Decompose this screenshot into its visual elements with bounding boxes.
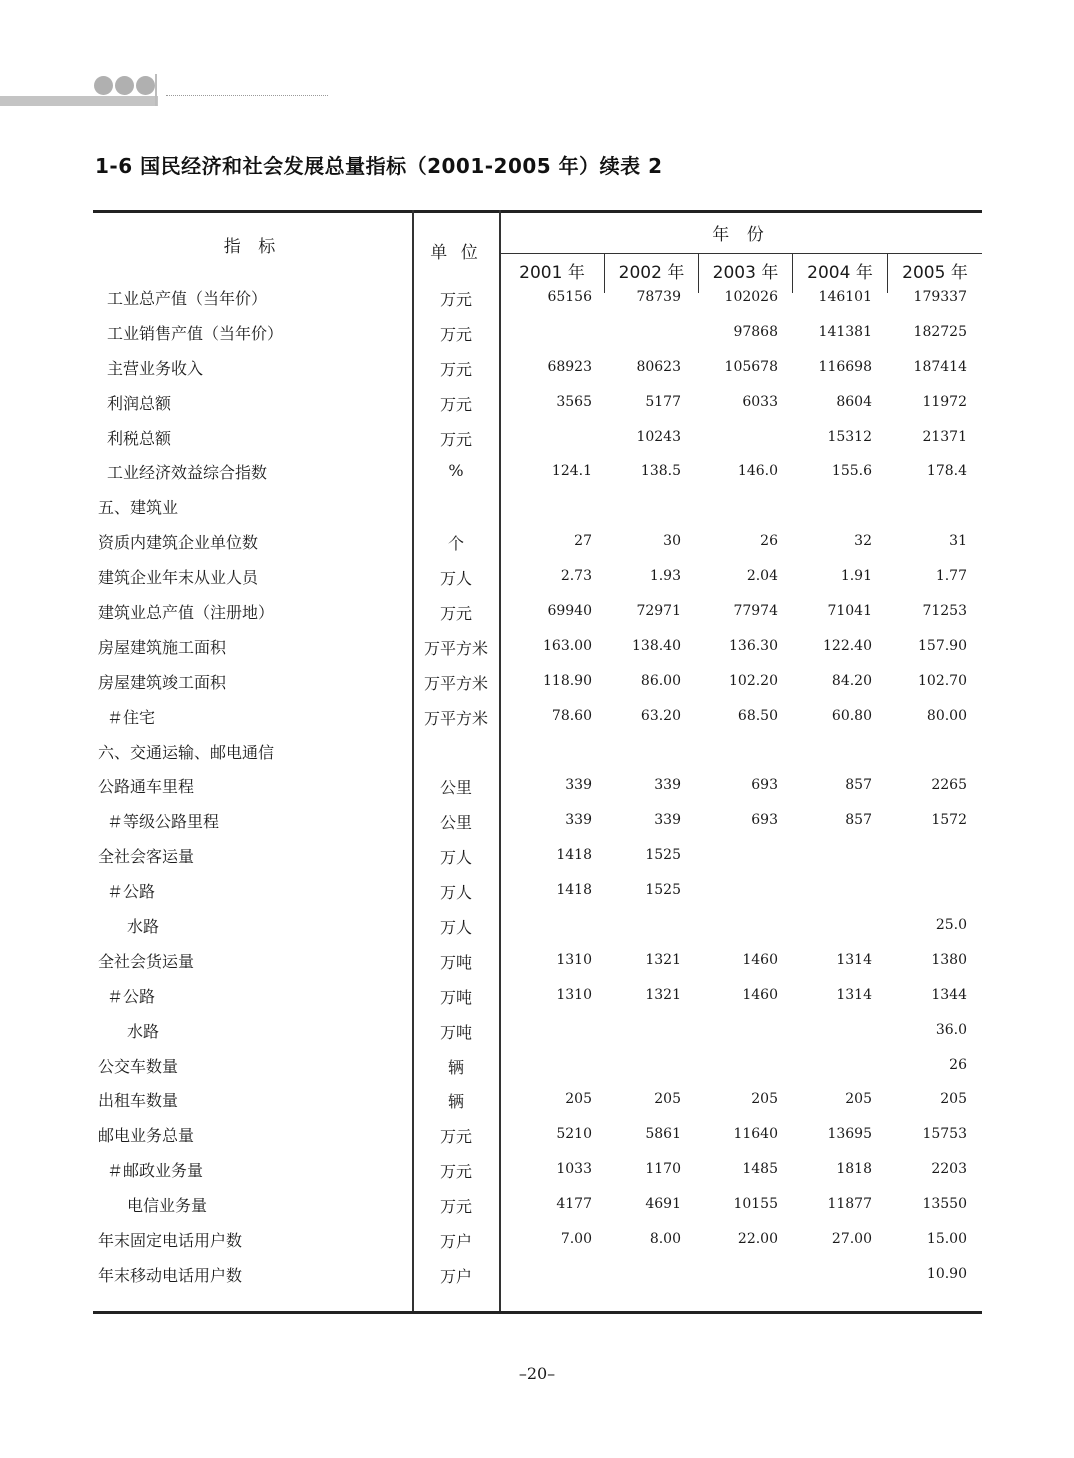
row-value: 1321 bbox=[645, 986, 681, 1003]
row-indicator: 水路 bbox=[127, 917, 160, 937]
row-value: 80623 bbox=[636, 358, 681, 375]
row-unit: 万元 bbox=[439, 1127, 472, 1147]
table-row bbox=[93, 1260, 982, 1295]
row-value: 71253 bbox=[922, 603, 967, 620]
row-value: 4691 bbox=[645, 1196, 681, 1213]
row-value: 5177 bbox=[645, 393, 681, 410]
table-row bbox=[93, 841, 982, 876]
row-unit: 万吨 bbox=[439, 987, 472, 1007]
header-year-2005: 2005 年 bbox=[902, 263, 968, 283]
row-value: 6033 bbox=[742, 393, 778, 410]
row-value: 13550 bbox=[922, 1196, 967, 1213]
row-value: 4177 bbox=[556, 1196, 592, 1213]
row-value: 205 bbox=[940, 1091, 967, 1108]
table-row bbox=[93, 876, 982, 911]
row-indicator: 出租车数量 bbox=[98, 1091, 179, 1111]
row-indicator: 利税总额 bbox=[107, 428, 172, 448]
header-dotted-line bbox=[166, 95, 328, 96]
header-year-2003: 2003 年 bbox=[712, 263, 779, 283]
row-indicator: 全社会货运量 bbox=[98, 951, 195, 971]
row-value: 155.6 bbox=[831, 463, 872, 480]
row-value: 10243 bbox=[636, 428, 681, 445]
row-value: 36.0 bbox=[935, 1021, 967, 1038]
row-value: 693 bbox=[751, 812, 778, 829]
row-unit: 万人 bbox=[439, 883, 472, 903]
row-value: 8.00 bbox=[649, 1231, 681, 1248]
row-value: 187414 bbox=[913, 358, 967, 375]
row-indicator: 建筑业总产值（注册地） bbox=[98, 603, 275, 623]
row-indicator: ＃公路 bbox=[107, 882, 156, 902]
header-dots-decoration bbox=[94, 76, 155, 95]
row-unit: 万平方米 bbox=[423, 673, 488, 693]
table-row bbox=[93, 667, 982, 702]
row-value: 1.93 bbox=[649, 568, 681, 585]
table-row bbox=[93, 562, 982, 597]
row-value: 205 bbox=[654, 1091, 681, 1108]
row-value: 141381 bbox=[818, 323, 872, 340]
row-value: 339 bbox=[654, 812, 681, 829]
table-row bbox=[93, 981, 982, 1016]
page-number: –20– bbox=[518, 1364, 556, 1383]
year-header-rule bbox=[500, 253, 982, 254]
row-indicator: 电信业务量 bbox=[127, 1196, 208, 1216]
row-value: 1170 bbox=[645, 1161, 681, 1178]
table-row bbox=[93, 946, 982, 981]
table-title: 1-6 国民经济和社会发展总量指标（2001-2005 年）续表 2 bbox=[95, 154, 663, 178]
row-value: 1344 bbox=[931, 986, 967, 1003]
row-indicator: 年末固定电话用户数 bbox=[98, 1231, 243, 1251]
row-value: 86.00 bbox=[640, 672, 681, 689]
row-value: 339 bbox=[654, 777, 681, 794]
table-row bbox=[93, 632, 982, 667]
row-unit: 万元 bbox=[439, 394, 472, 414]
row-value: 5210 bbox=[556, 1126, 592, 1143]
row-indicator: 邮电业务总量 bbox=[98, 1126, 195, 1146]
row-value: 10.90 bbox=[926, 1265, 967, 1282]
row-value: 68923 bbox=[547, 358, 592, 375]
row-value: 116698 bbox=[818, 358, 872, 375]
row-value: 31 bbox=[949, 533, 967, 550]
row-value: 146101 bbox=[818, 289, 872, 305]
row-indicator: 年末移动电话用户数 bbox=[98, 1265, 243, 1285]
row-value: 1460 bbox=[742, 986, 778, 1003]
row-value: 178.4 bbox=[926, 463, 967, 480]
row-indicator: 工业总产值（当年价） bbox=[107, 289, 268, 308]
header-year-2001: 2001 年 bbox=[519, 263, 585, 283]
row-value: 1418 bbox=[556, 847, 592, 864]
row-value: 77974 bbox=[733, 603, 778, 620]
row-value: 179337 bbox=[913, 289, 967, 305]
row-unit: 万户 bbox=[439, 1266, 472, 1286]
row-value: 102.20 bbox=[729, 672, 778, 689]
row-value: 693 bbox=[751, 777, 778, 794]
row-value: 157.90 bbox=[918, 637, 967, 654]
row-value: 97868 bbox=[733, 323, 778, 340]
row-value: 22.00 bbox=[737, 1231, 778, 1248]
table-row bbox=[93, 353, 982, 388]
row-value: 1321 bbox=[645, 951, 681, 968]
row-value: 1314 bbox=[836, 986, 872, 1003]
row-unit: 万平方米 bbox=[423, 638, 488, 658]
row-value: 2265 bbox=[931, 777, 967, 794]
row-value: 25.0 bbox=[935, 917, 967, 934]
row-unit: 万户 bbox=[439, 1232, 472, 1252]
row-value: 1.91 bbox=[840, 568, 872, 585]
row-value: 21371 bbox=[922, 428, 967, 445]
row-value: 2.04 bbox=[746, 568, 778, 585]
row-value: 138.5 bbox=[640, 463, 681, 480]
row-value: 63.20 bbox=[640, 707, 681, 724]
table-row bbox=[93, 1051, 982, 1086]
header-dot bbox=[136, 76, 155, 95]
row-indicator: 利润总额 bbox=[107, 393, 172, 413]
row-value: 72971 bbox=[636, 603, 681, 620]
table-row bbox=[93, 1190, 982, 1225]
row-unit: 辆 bbox=[447, 1057, 464, 1077]
table-row bbox=[93, 1085, 982, 1120]
row-value: 857 bbox=[845, 812, 872, 829]
row-unit: 万元 bbox=[439, 604, 472, 624]
header-dot bbox=[94, 76, 113, 95]
row-indicator: 六、交通运输、邮电通信 bbox=[98, 742, 275, 762]
table-row bbox=[93, 771, 982, 806]
row-unit: 个 bbox=[447, 534, 464, 554]
table-top-rule bbox=[93, 210, 982, 213]
row-indicator: 公交车数量 bbox=[98, 1056, 179, 1076]
row-value: 122.40 bbox=[823, 637, 872, 654]
row-unit: 万元 bbox=[439, 359, 472, 379]
header-divider bbox=[155, 74, 157, 106]
table-row bbox=[93, 1016, 982, 1051]
row-value: 1572 bbox=[931, 812, 967, 829]
row-value: 60.80 bbox=[831, 707, 872, 724]
row-value: 1310 bbox=[556, 986, 592, 1003]
header-dot bbox=[115, 76, 134, 95]
row-unit: 万平方米 bbox=[423, 708, 488, 728]
row-value: 1314 bbox=[836, 951, 872, 968]
row-value: 205 bbox=[845, 1091, 872, 1108]
row-value: 1033 bbox=[556, 1161, 592, 1178]
row-unit: 万人 bbox=[439, 918, 472, 938]
indicator-table bbox=[93, 210, 982, 1314]
row-value: 7.00 bbox=[560, 1231, 592, 1248]
row-unit: 公里 bbox=[439, 813, 472, 833]
row-value: 30 bbox=[663, 533, 681, 550]
row-value: 102.70 bbox=[918, 672, 967, 689]
row-indicator: 主营业务收入 bbox=[107, 358, 204, 378]
row-value: 1818 bbox=[836, 1161, 872, 1178]
row-value: 182725 bbox=[913, 323, 967, 340]
row-value: 15312 bbox=[827, 428, 872, 445]
row-value: 32 bbox=[854, 533, 872, 550]
table-row bbox=[93, 1225, 982, 1260]
row-value: 146.0 bbox=[737, 463, 778, 480]
row-value: 1460 bbox=[742, 951, 778, 968]
row-value: 1418 bbox=[556, 882, 592, 899]
row-value: 118.90 bbox=[543, 672, 592, 689]
row-value: 124.1 bbox=[551, 463, 592, 480]
table-row bbox=[93, 388, 982, 423]
row-unit: 公里 bbox=[439, 778, 472, 798]
row-value: 15.00 bbox=[926, 1231, 967, 1248]
row-indicator: 全社会客运量 bbox=[98, 847, 195, 867]
row-value: 11877 bbox=[827, 1196, 872, 1213]
row-unit: 万人 bbox=[439, 848, 472, 868]
row-unit: 万元 bbox=[439, 429, 472, 449]
table-row bbox=[93, 911, 982, 946]
row-value: 65156 bbox=[547, 289, 592, 305]
row-indicator: 工业经济效益综合指数 bbox=[107, 463, 268, 483]
table-bottom-rule bbox=[93, 1311, 982, 1314]
row-indicator: ＃住宅 bbox=[107, 707, 156, 727]
row-value: 339 bbox=[565, 777, 592, 794]
table-row bbox=[93, 806, 982, 841]
row-indicator: 建筑企业年末从业人员 bbox=[98, 568, 259, 588]
row-value: 11640 bbox=[733, 1126, 778, 1143]
row-value: 5861 bbox=[645, 1126, 681, 1143]
row-value: 26 bbox=[949, 1056, 967, 1073]
row-value: 1525 bbox=[645, 847, 681, 864]
header-indicator: 指 标 bbox=[223, 237, 282, 257]
header-band bbox=[0, 96, 158, 106]
table-body bbox=[93, 283, 982, 1295]
table-row bbox=[93, 318, 982, 353]
header-unit: 单 位 bbox=[430, 243, 482, 263]
row-indicator: 房屋建筑竣工面积 bbox=[98, 672, 227, 692]
header-year-2004: 2004 年 bbox=[807, 263, 873, 283]
row-value: 15753 bbox=[922, 1126, 967, 1143]
row-unit: 万元 bbox=[439, 290, 472, 309]
row-unit: 万元 bbox=[439, 324, 472, 344]
row-value: 102026 bbox=[724, 289, 778, 305]
row-unit: 万人 bbox=[439, 569, 472, 589]
row-unit: 万吨 bbox=[439, 1022, 472, 1042]
row-unit: 万元 bbox=[439, 1197, 472, 1217]
row-value: 10155 bbox=[733, 1196, 778, 1213]
table-row bbox=[93, 597, 982, 632]
row-value: 136.30 bbox=[729, 637, 778, 654]
row-value: 78739 bbox=[636, 289, 681, 305]
row-value: 13695 bbox=[827, 1126, 872, 1143]
table-row bbox=[93, 527, 982, 562]
row-value: 69940 bbox=[547, 603, 592, 620]
table-row bbox=[93, 1120, 982, 1155]
row-value: 27.00 bbox=[831, 1231, 872, 1248]
row-value: 78.60 bbox=[551, 707, 592, 724]
row-unit: % bbox=[448, 461, 464, 481]
row-value: 205 bbox=[565, 1091, 592, 1108]
row-value: 339 bbox=[565, 812, 592, 829]
row-indicator: 房屋建筑施工面积 bbox=[98, 637, 227, 657]
row-value: 11972 bbox=[922, 393, 967, 410]
row-value: 8604 bbox=[836, 393, 872, 410]
table-row bbox=[93, 1155, 982, 1190]
row-value: 1310 bbox=[556, 951, 592, 968]
row-unit: 万吨 bbox=[439, 952, 472, 972]
row-value: 84.20 bbox=[831, 672, 872, 689]
row-indicator: 五、建筑业 bbox=[98, 498, 179, 518]
row-value: 105678 bbox=[724, 358, 778, 375]
row-value: 71041 bbox=[827, 603, 872, 620]
row-unit: 辆 bbox=[447, 1092, 464, 1112]
row-indicator: ＃邮政业务量 bbox=[107, 1161, 204, 1181]
row-indicator: ＃公路 bbox=[107, 986, 156, 1006]
row-value: 1525 bbox=[645, 882, 681, 899]
row-value: 1.77 bbox=[935, 568, 967, 585]
row-value: 1485 bbox=[742, 1161, 778, 1178]
row-indicator: 水路 bbox=[127, 1021, 160, 1041]
table-row bbox=[93, 702, 982, 737]
row-value: 857 bbox=[845, 777, 872, 794]
table-row bbox=[93, 423, 982, 458]
table-row bbox=[93, 492, 982, 527]
table-row bbox=[93, 457, 982, 492]
row-unit: 万元 bbox=[439, 1162, 472, 1182]
row-value: 1380 bbox=[931, 951, 967, 968]
row-value: 2203 bbox=[931, 1161, 967, 1178]
row-value: 3565 bbox=[556, 393, 592, 410]
header-year-2002: 2002 年 bbox=[618, 263, 685, 283]
row-indicator: ＃等级公路里程 bbox=[107, 812, 220, 832]
header-year: 年 份 bbox=[712, 225, 770, 245]
row-value: 26 bbox=[760, 533, 778, 550]
row-value: 2.73 bbox=[560, 568, 592, 585]
row-value: 205 bbox=[751, 1091, 778, 1108]
table-row bbox=[93, 283, 982, 318]
row-indicator: 工业销售产值（当年价） bbox=[107, 323, 284, 343]
row-value: 163.00 bbox=[543, 637, 592, 654]
row-indicator: 资质内建筑企业单位数 bbox=[98, 533, 259, 553]
row-indicator: 公路通车里程 bbox=[98, 777, 195, 797]
row-value: 80.00 bbox=[926, 707, 967, 724]
row-value: 68.50 bbox=[737, 707, 778, 724]
table-row bbox=[93, 737, 982, 772]
row-value: 27 bbox=[574, 533, 592, 550]
row-value: 138.40 bbox=[632, 637, 681, 654]
